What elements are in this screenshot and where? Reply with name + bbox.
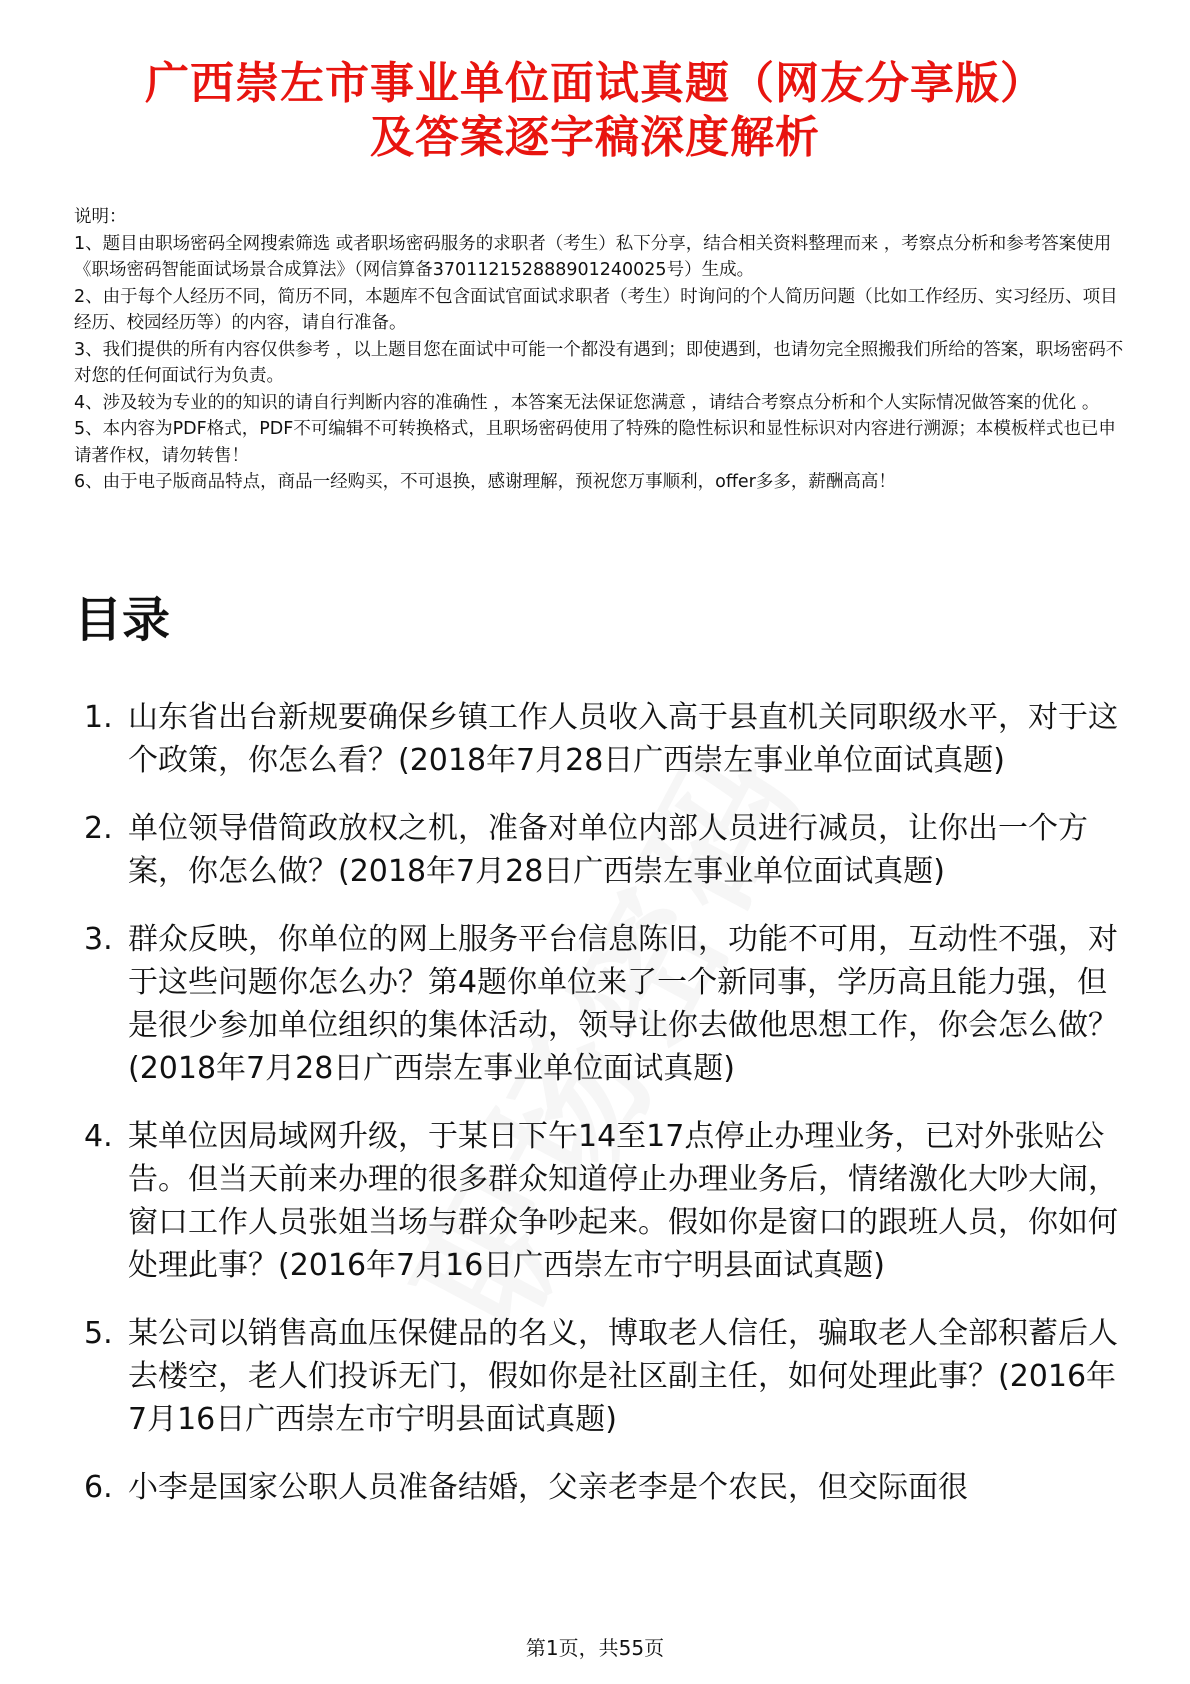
note-item: 5、本内容为PDF格式，PDF不可编辑不可转换格式，且职场密码使用了特殊的隐性标识和显性标识对内容进行溯源；本模板样式也已申请著作权，请勿转售！ — [74, 419, 1116, 466]
toc-item-number: 6. — [84, 1470, 113, 1505]
note-item: 6、由于电子版商品特点，商品一经购买，不可退换，感谢理解，预祝您万事顺利，offer多多，薪酬高高！ — [74, 472, 896, 492]
toc-item[interactable] — [74, 696, 1126, 782]
toc-list — [74, 696, 1126, 1534]
toc-item[interactable] — [74, 807, 1126, 893]
toc-item-text: 某单位因局域网升级，于某日下午14至17点停止办理业务，已对外张贴公告。但当天前来办理的很多群众知道停止办理业务后，情绪激化大吵大闹，窗口工作人员张姐当场与群众争吵起来。假如你是窗口的跟班人员，你如何处理此事？(2016年7月16日广西崇左市宁明县面试真题) — [128, 1119, 1118, 1283]
toc-item-number: 1. — [84, 700, 113, 735]
note-item: 2、由于每个人经历不同，简历不同，本题库不包含面试官面试求职者（考生）时询问的个人简历问题（比如工作经历、实习经历、项目经历、校园经历等）的内容，请自行准备。 — [74, 286, 1118, 333]
document-title-line-2: 及答案逐字稿深度解析 — [370, 112, 820, 163]
toc-item-text: 小李是国家公职人员准备结婚，父亲老李是个农民，但交际面很 — [128, 1470, 968, 1505]
toc-item-number: 2. — [84, 811, 113, 846]
toc-item-number: 3. — [84, 922, 113, 957]
toc-item-text: 某公司以销售高血压保健品的名义，博取老人信任，骗取老人全部积蓄后人去楼空，老人们投诉无门，假如你是社区副主任，如何处理此事？(2016年7月16日广西崇左市宁明县面试真题) — [128, 1316, 1118, 1437]
toc-item[interactable] — [74, 918, 1126, 1090]
notes-section — [74, 204, 1126, 496]
toc-item[interactable] — [74, 1312, 1126, 1441]
note-item: 4、涉及较为专业的的知识的请自行判断内容的准确性 ，本答案无法保证您满意 ，请结合考察点分析和个人实际情况做答案的优化 。 — [74, 392, 1100, 413]
toc-item-number: 5. — [84, 1316, 113, 1351]
notes-heading: 说明： — [74, 207, 127, 227]
toc-item[interactable] — [74, 1115, 1126, 1287]
toc-item[interactable] — [74, 1466, 1126, 1509]
toc-item-text: 群众反映，你单位的网上服务平台信息陈旧，功能不可用，互动性不强，对于这些问题你怎么办？第4题你单位来了一个新同事，学历高且能力强，但是很少参加单位组织的集体活动，领导让你去做他思想工作，你会怎么做？(2018年7月28日广西崇左事业单位面试真题) — [128, 922, 1118, 1086]
document-title-line-1: 广西崇左市事业单位面试真题（网友分享版） — [145, 58, 1045, 109]
note-item: 3、我们提供的所有内容仅供参考 ，以上题目您在面试中可能一个都没有遇到；即使遇到，也请勿完全照搬我们所给的答案，职场密码不对您的任何面试行为负责。 — [74, 339, 1124, 386]
toc-item-number: 4. — [84, 1119, 113, 1154]
toc-heading: 目录 — [74, 592, 171, 648]
note-item: 1、题目由职场密码全网搜索筛选 或者职场密码服务的求职者（考生）私下分享，结合相关资料整理而来 ，考察点分析和参考答案使用《职场密码智能面试场景合成算法》（网信算备370112152888901240025号）生成。 — [74, 233, 1112, 280]
toc-item-text: 单位领导借简政放权之机，准备对单位内部人员进行减员，让你出一个方案，你怎么做？(2018年7月28日广西崇左事业单位面试真题) — [128, 811, 1088, 889]
page-number: 第1页，共55页 — [525, 1636, 665, 1660]
toc-item-text: 山东省出台新规要确保乡镇工作人员收入高于县直机关同职级水平，对于这个政策，你怎么看？(2018年7月28日广西崇左事业单位面试真题) — [128, 700, 1118, 778]
